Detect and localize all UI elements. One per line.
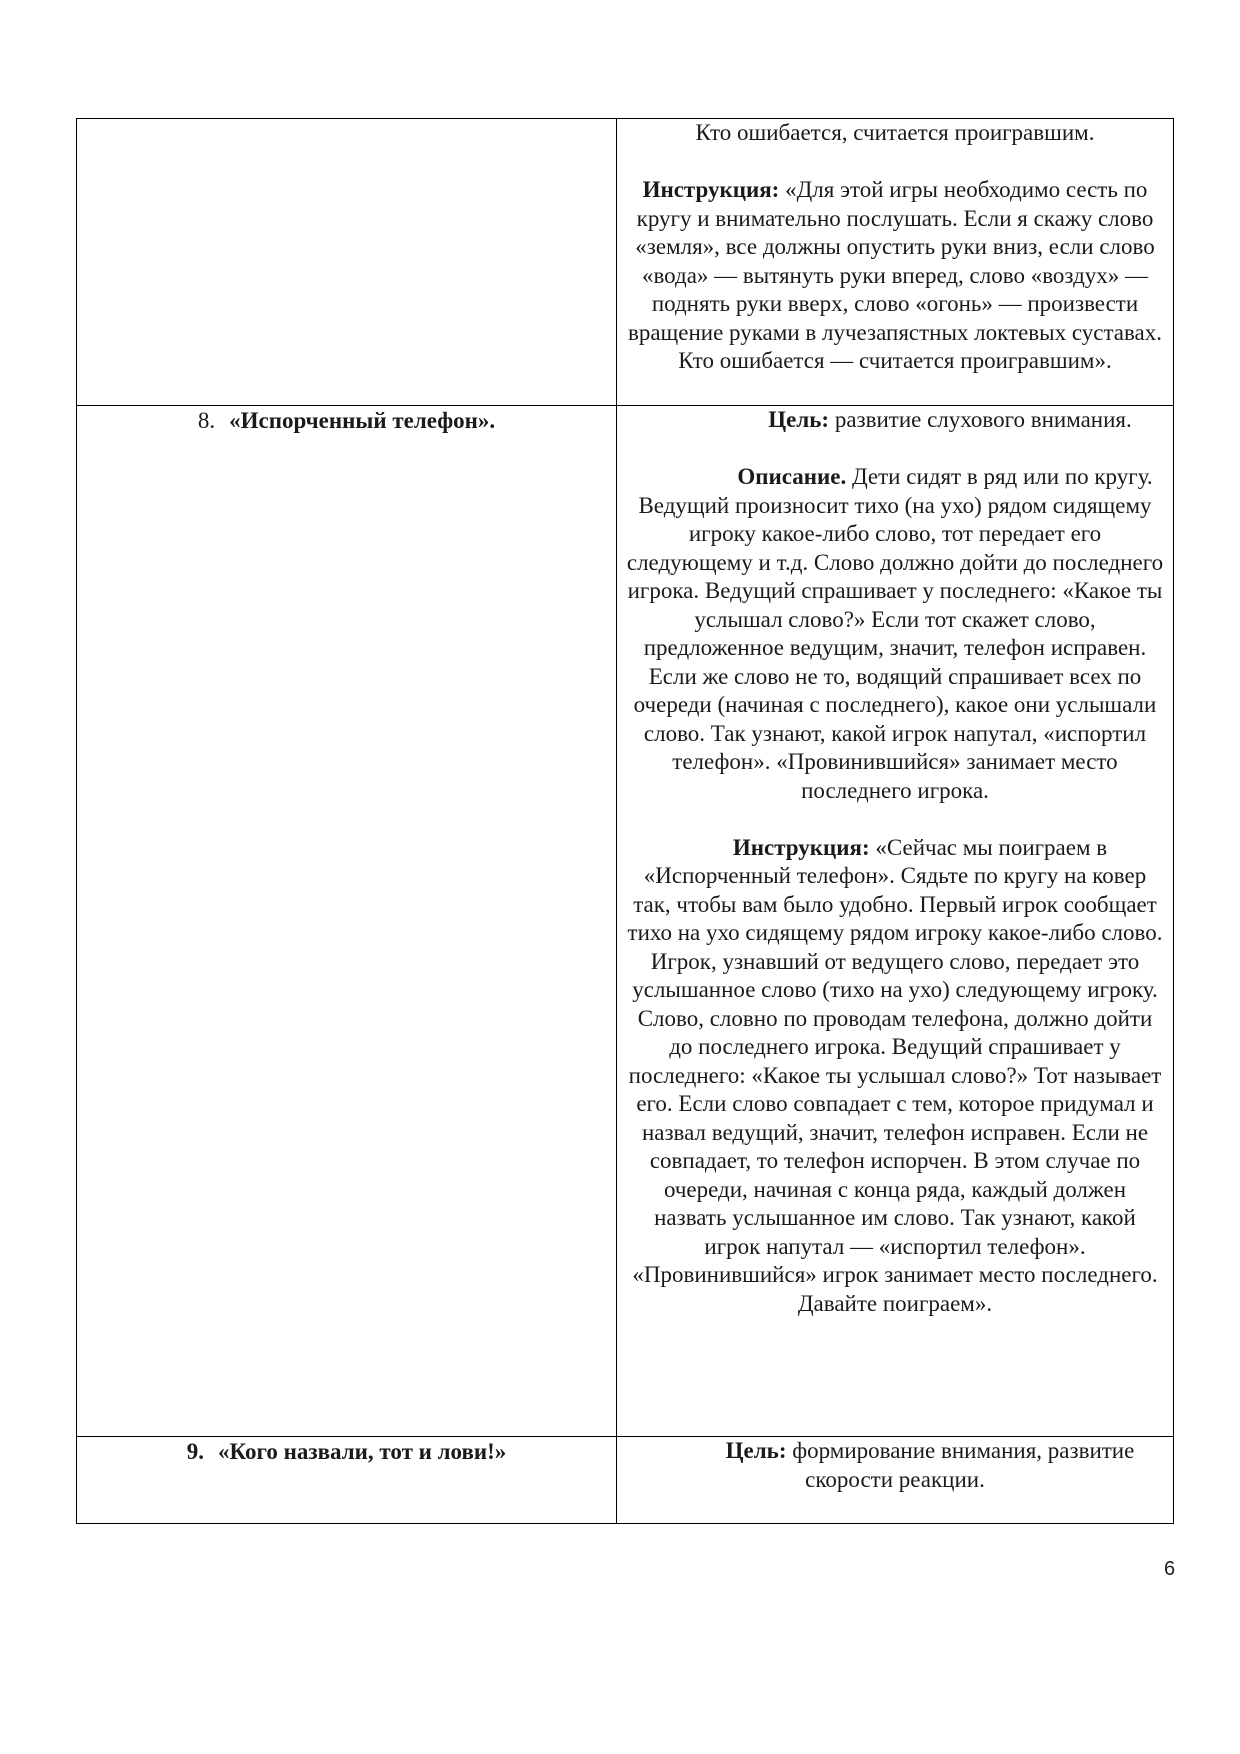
table-row [77,406,1174,1437]
continuation-text: Кто ошибается, считается проигравшим. [695,120,1095,145]
game-number: 8. [197,408,216,433]
goal-text: формирование внимания, развитие скорости реакции. [792,1438,1135,1492]
instruction-paragraph [625,834,1165,1319]
table-row [77,119,1174,406]
game-description-cell [617,119,1174,406]
page-number: 6 [1164,1558,1176,1580]
game-title [77,406,616,435]
instruction-text: «Сейчас мы поиграем в «Испорченный телефон». Сядьте по кругу на ковер так, чтобы вам было удобно. Первый игрок сообщает тихо на ухо сидящему рядом игроку какое-либо слово. Игрок, узнавший от ведущего слово, передает это услышанное слово (тихо на ухо) следующему игроку. Слово, словно по проводам телефона, должно дойти до последнего игрока. Ведущий спрашивает у последнего: «Какое ты услышал слово?» Тот называет его. Если слово совпадает с тем, которое придумал и назвал ведущий, значит, телефон исправен. Если не совпадает, то телефон испорчен. В этом случае по очереди, начиная с конца ряда, каждый должен назвать услышанное им слово. Так узнают, какой игрок напутал — «испортил телефон». «Провинившийся» игрок занимает место последнего. Давайте поиграем». [627,834,1163,1316]
description-label: Описание. [737,464,847,489]
instruction-label: Инструкция: [732,834,870,860]
game-name-cell [77,1437,617,1524]
game-title [77,1437,616,1466]
game-name-cell [77,119,617,406]
goal-text: развитие слухового внимания. [834,407,1132,432]
goal-label: Цель: [768,407,830,432]
goal-label: Цель: [725,1438,787,1463]
goal-paragraph [625,1437,1165,1494]
game-description-cell [617,406,1174,1437]
game-number: 9. [186,1439,204,1464]
game-name-cell [77,406,617,1437]
instruction-paragraph [625,176,1165,376]
table-row [77,1437,1174,1524]
instruction-text: «Для этой игры необходимо сесть по кругу и внимательно послушать. Если я скажу слово «земля», все должны опустить руки вниз, если слово «вода» — вытянуть руки вперед, слово «воздух» — поднять руки вверх, слово «огонь» — произвести вращение руками в лучезапястных локтевых суставах. Кто ошибается — считается проигравшим». [627,177,1163,373]
description-paragraph [625,463,1165,805]
description-text: Дети сидят в ряд или по кругу. Ведущий произносит тихо (на ухо) рядом сидящему игроку какое-либо слово, тот передает его следующему и т.д. Слово должно дойти до последнего игрока. Ведущий спрашивает у последнего: «Какое ты услышал слово?» Если тот скажет слово, предложенное ведущим, значит, телефон исправен. Если же слово не то, водящий спрашивает всех по очереди (начиная с последнего), какое они услышали слово. Так узнают, какой игрок напутал, «испортил телефон». «Провинившийся» занимает место последнего игрока. [626,464,1164,803]
instruction-label: Инструкция: [642,177,780,202]
game-title-text: «Кого назвали, тот и лови!» [217,1439,507,1464]
game-description-cell [617,1437,1174,1524]
games-table [76,118,1174,1524]
game-title-text: «Испорченный телефон». [229,408,496,433]
goal-paragraph [625,406,1165,435]
